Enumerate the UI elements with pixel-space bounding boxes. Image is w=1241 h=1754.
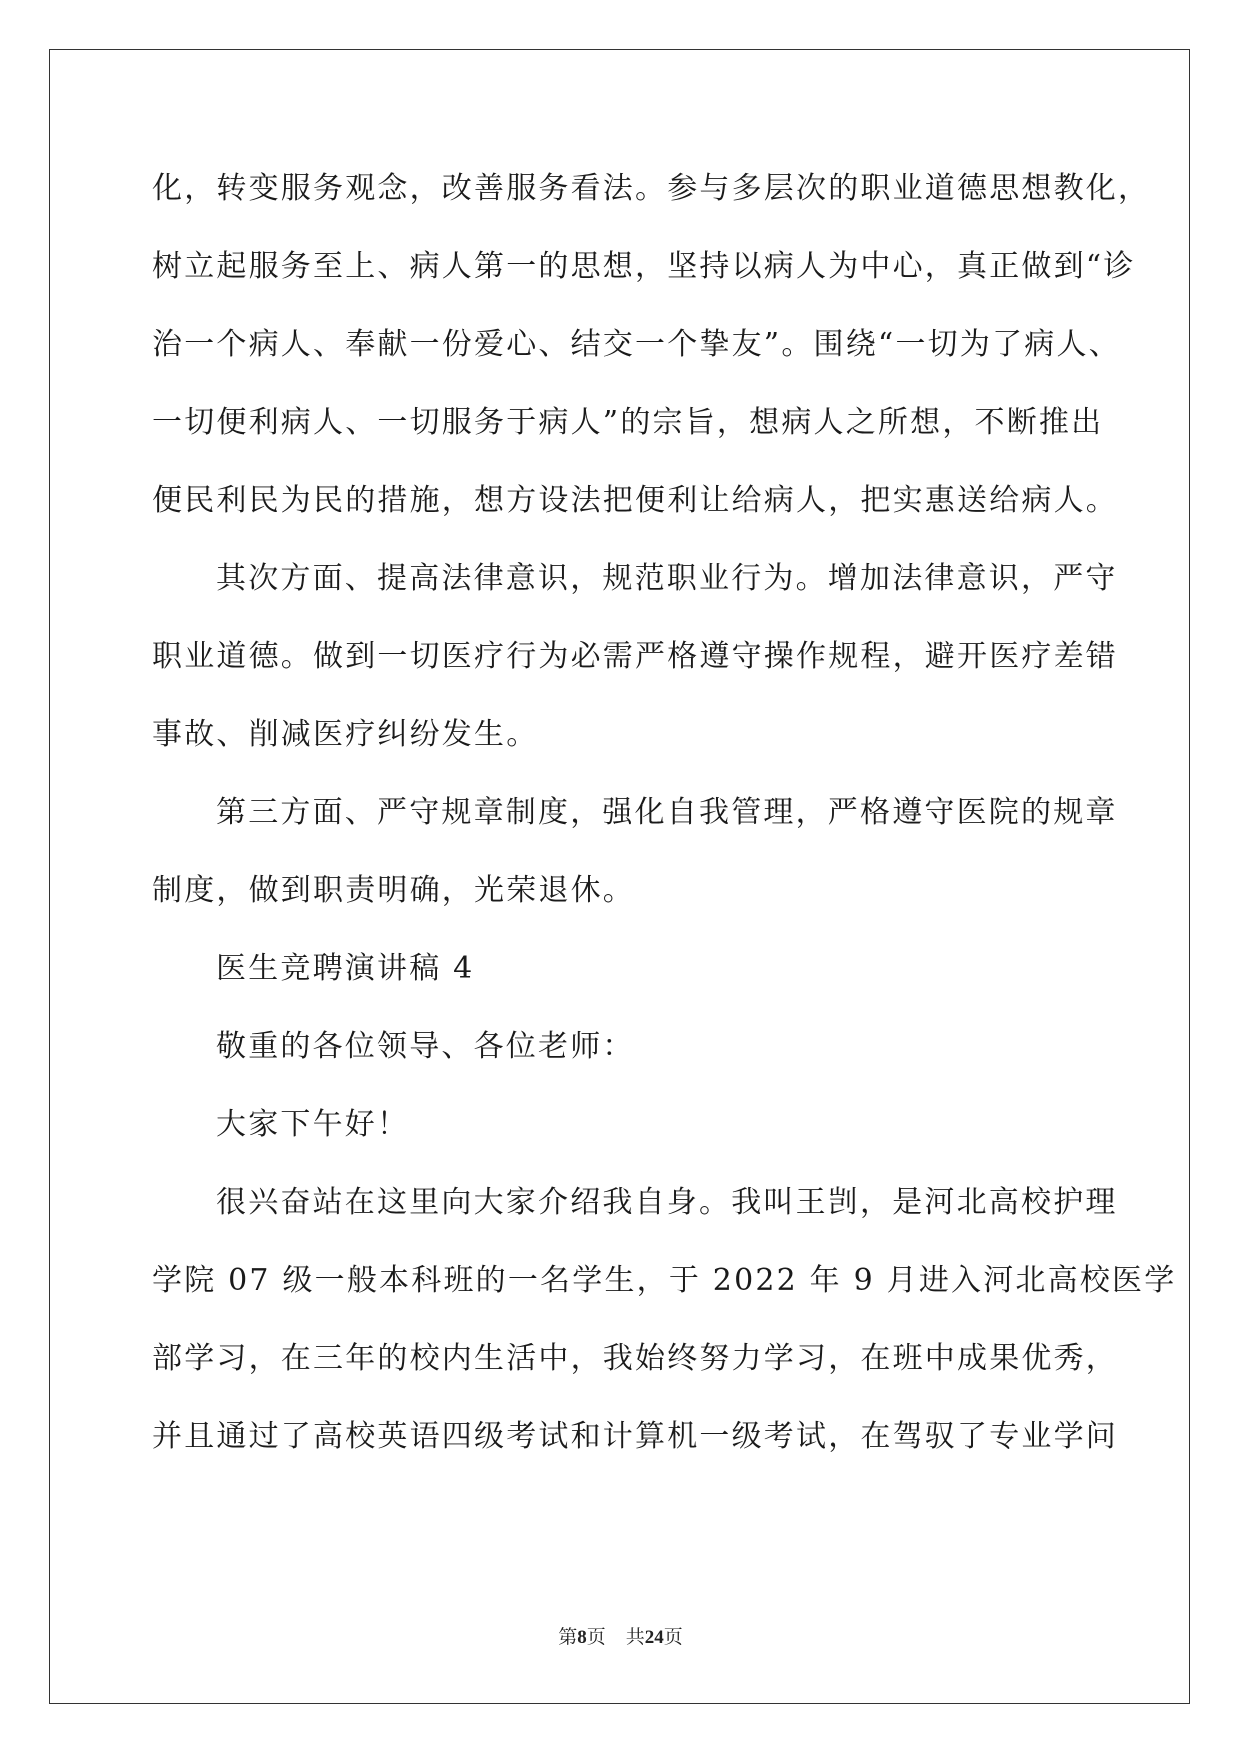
text-line: 树立起服务至上、病人第一的思想，坚持以病人为中心，真正做到“诊 <box>152 249 1136 284</box>
text-line: 并且通过了高校英语四级考试和计算机一级考试，在驾驭了专业学问 <box>152 1419 1118 1454</box>
page-footer <box>0 1622 1241 1649</box>
footer-prefix: 第 <box>558 1627 578 1648</box>
text-line: 一切便利病人、一切服务于病人”的宗旨，想病人之所想，不断推出 <box>152 405 1104 440</box>
section-heading: 医生竞聘演讲稿 4 <box>216 951 475 986</box>
text-line: 化，转变服务观念，改善服务看法。参与多层次的职业道德思想教化， <box>152 171 1151 206</box>
paragraph-start: 其次方面、提高法律意识，规范职业行为。增加法律意识，严守 <box>216 561 1118 596</box>
page-number: 8 <box>577 1627 587 1648</box>
salutation: 敬重的各位领导、各位老师： <box>216 1029 635 1064</box>
paragraph-start: 很兴奋站在这里向大家介绍我自身。我叫王剀，是河北高校护理 <box>216 1185 1118 1220</box>
text-line: 治一个病人、奉献一份爱心、结交一个挚友”。围绕“一切为了病人、 <box>152 327 1121 362</box>
footer-total-suffix: 页 <box>663 1627 683 1648</box>
greeting: 大家下午好！ <box>216 1107 410 1142</box>
footer-total-prefix: 共 <box>625 1627 645 1648</box>
text-line: 学院 07 级一般本科班的一名学生，于 2022 年 9 月进入河北高校医学 <box>152 1263 1177 1298</box>
document-body <box>152 150 1177 1476</box>
text-line: 职业道德。做到一切医疗行为必需严格遵守操作规程，避开医疗差错 <box>152 639 1118 674</box>
text-line: 事故、削减医疗纠纷发生。 <box>152 717 539 752</box>
footer-page-suffix: 页 <box>586 1627 606 1648</box>
text-line: 制度，做到职责明确，光荣退休。 <box>152 873 635 908</box>
text-line: 便民利民为民的措施，想方设法把便利让给病人，把实惠送给病人。 <box>152 483 1118 518</box>
total-pages: 24 <box>644 1627 664 1648</box>
paragraph-start: 第三方面、严守规章制度，强化自我管理，严格遵守医院的规章 <box>216 795 1118 830</box>
text-line: 部学习，在三年的校内生活中，我始终努力学习，在班中成果优秀， <box>152 1341 1118 1376</box>
